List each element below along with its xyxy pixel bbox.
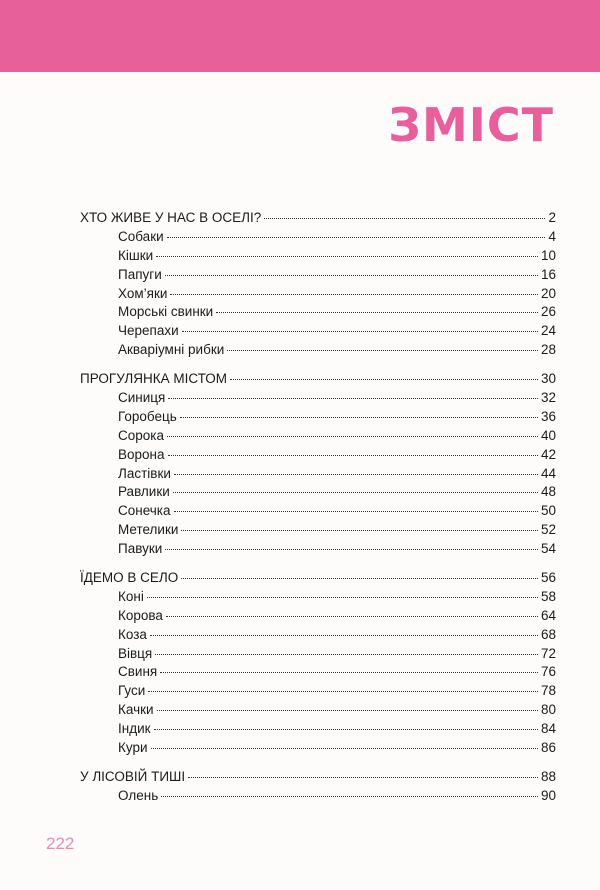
toc-entry: [80, 483, 556, 502]
toc-entry-label: Вівця: [118, 645, 153, 661]
dot-leader: [264, 218, 545, 219]
toc-entry: [80, 228, 556, 247]
toc-entry: [80, 701, 556, 720]
dot-leader: [181, 530, 538, 531]
dot-leader: [173, 492, 538, 493]
toc-entry-page: 20: [540, 285, 556, 301]
toc-entry-label: ЇДЕМО В СЕЛО: [80, 570, 179, 586]
toc-entry-label: Кішки: [118, 247, 154, 263]
toc-entry: [80, 663, 556, 682]
dot-leader: [155, 654, 538, 655]
toc-entry-label: Метелики: [118, 522, 179, 538]
toc-entry-page: 84: [540, 721, 556, 737]
toc-entry-page: 90: [540, 787, 556, 803]
dot-leader: [180, 417, 538, 418]
toc-section: [80, 370, 556, 559]
dot-leader: [166, 616, 538, 617]
toc-entry: [80, 341, 556, 360]
toc-entry-page: 58: [540, 588, 556, 604]
toc-entry: [80, 626, 556, 645]
dot-leader: [156, 256, 538, 257]
dot-leader: [148, 691, 538, 692]
dot-leader: [170, 294, 538, 295]
toc-entry-page: 52: [540, 522, 556, 538]
toc-entry: [80, 465, 556, 484]
toc-entry-page: 24: [540, 323, 556, 339]
dot-leader: [216, 312, 538, 313]
toc-entry-page: 42: [540, 446, 556, 462]
dot-leader: [150, 635, 538, 636]
toc-entry-label: У ЛІСОВІЙ ТИШІ: [80, 768, 186, 784]
dot-leader: [174, 511, 538, 512]
toc-entry: [80, 540, 556, 559]
toc-entry: [80, 588, 556, 607]
toc-section: [80, 569, 556, 758]
toc-entry-page: 64: [540, 607, 556, 623]
dot-leader: [167, 237, 546, 238]
toc-entry-label: Равлики: [118, 484, 170, 500]
toc-entry: [80, 682, 556, 701]
toc-entry: [80, 408, 556, 427]
toc-entry-page: 28: [540, 342, 556, 358]
toc-entry-page: 4: [548, 228, 556, 244]
toc-entry-label: Кури: [118, 740, 148, 756]
page-title: ЗМІСТ: [388, 98, 554, 152]
toc-entry-label: Собаки: [118, 228, 164, 244]
toc-entry-label: Індик: [118, 721, 151, 737]
toc-entry: [80, 247, 556, 266]
dot-leader: [165, 549, 538, 550]
dot-leader: [157, 710, 538, 711]
toc-entry-label: Синиця: [118, 390, 166, 406]
toc-entry-label: Коза: [118, 626, 147, 642]
toc-entry: [80, 322, 556, 341]
toc-entry: [80, 787, 556, 806]
toc-entry-page: 76: [540, 664, 556, 680]
dot-leader: [168, 455, 538, 456]
dot-leader: [160, 672, 538, 673]
toc-entry-page: 80: [540, 702, 556, 718]
toc-entry: [80, 720, 556, 739]
toc-entry-page: 48: [540, 484, 556, 500]
toc-entry-page: 10: [540, 247, 556, 263]
toc-entry-page: 2: [548, 210, 556, 225]
toc-section: [80, 768, 556, 806]
table-of-contents: [80, 209, 556, 816]
toc-entry-label: Акваріумні рибки: [118, 342, 225, 358]
dot-leader: [181, 578, 538, 579]
toc-entry-page: 78: [540, 683, 556, 699]
toc-entry: [80, 607, 556, 626]
toc-entry: [80, 739, 556, 758]
dot-leader: [161, 796, 538, 797]
toc-entry-label: Свиня: [118, 664, 158, 680]
toc-entry-label: Папуги: [118, 266, 162, 282]
toc-entry-label: Корова: [118, 607, 163, 623]
toc-entry-page: 36: [540, 408, 556, 424]
toc-section-heading: [80, 768, 556, 787]
toc-entry-page: 16: [540, 266, 556, 282]
toc-entry-page: 56: [540, 570, 556, 586]
toc-entry: [80, 502, 556, 521]
dot-leader: [174, 474, 538, 475]
toc-section-heading: [80, 370, 556, 389]
toc-entry-page: 54: [540, 541, 556, 557]
toc-entry-label: Гуси: [118, 683, 146, 699]
dot-leader: [147, 597, 538, 598]
toc-entry-label: ХТО ЖИВЕ У НАС В ОСЕЛІ?: [80, 210, 262, 225]
toc-entry-label: Ворона: [118, 446, 165, 462]
toc-entry-label: Павуки: [118, 541, 163, 557]
toc-section-heading: [80, 569, 556, 588]
toc-entry-label: Хом’яки: [118, 285, 168, 301]
toc-entry-label: ПРОГУЛЯНКА МІСТОМ: [80, 371, 228, 387]
toc-entry-page: 86: [540, 740, 556, 756]
toc-entry-label: Черепахи: [118, 323, 179, 339]
dot-leader: [182, 331, 538, 332]
dot-leader: [154, 729, 538, 730]
toc-entry-page: 50: [540, 503, 556, 519]
toc-entry-label: Сорока: [118, 427, 164, 443]
header-band: [0, 0, 600, 72]
toc-entry-label: Качки: [118, 702, 154, 718]
toc-entry: [80, 427, 556, 446]
toc-entry-label: Олень: [118, 787, 159, 803]
toc-entry-page: 32: [540, 390, 556, 406]
dot-leader: [230, 379, 538, 380]
toc-entry-label: Горобець: [118, 408, 177, 424]
dot-leader: [165, 275, 538, 276]
toc-entry-page: 26: [540, 304, 556, 320]
toc-entry-label: Ластівки: [118, 465, 171, 481]
toc-entry: [80, 521, 556, 540]
dot-leader: [168, 398, 538, 399]
toc-section: [80, 209, 556, 360]
toc-entry: [80, 446, 556, 465]
dot-leader: [151, 748, 538, 749]
dot-leader: [188, 777, 538, 778]
toc-entry-page: 44: [540, 465, 556, 481]
toc-entry-page: 88: [540, 768, 556, 784]
toc-entry: [80, 645, 556, 664]
toc-entry: [80, 389, 556, 408]
dot-leader: [167, 436, 538, 437]
page-number: 222: [46, 834, 75, 853]
toc-entry-page: 68: [540, 626, 556, 642]
toc-entry: [80, 285, 556, 304]
dot-leader: [227, 350, 538, 351]
toc-entry-label: Морські свинки: [118, 304, 214, 320]
toc-entry: [80, 266, 556, 285]
toc-entry: [80, 303, 556, 322]
toc-entry-page: 40: [540, 427, 556, 443]
toc-entry-page: 30: [540, 371, 556, 387]
toc-section-heading: [80, 209, 556, 228]
toc-entry-page: 72: [540, 645, 556, 661]
toc-entry-label: Сонечка: [118, 503, 171, 519]
toc-entry-label: Коні: [118, 588, 144, 604]
